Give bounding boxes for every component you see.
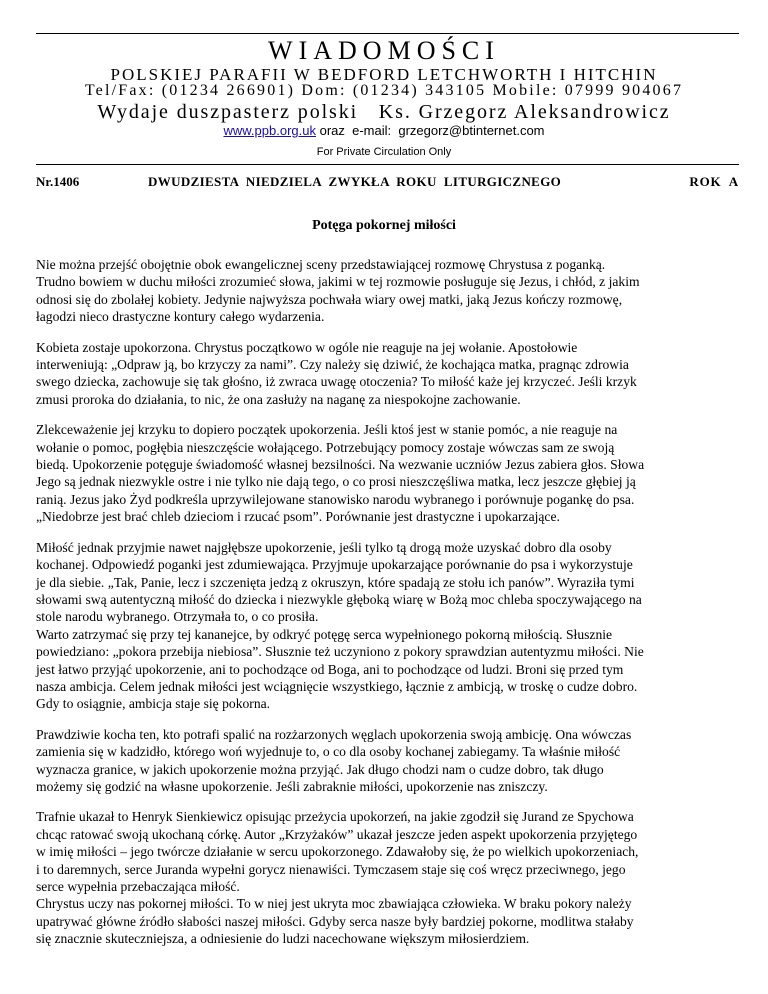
email-text: oraz e-mail: grzegorz@btinternet.com xyxy=(319,123,545,138)
article-paragraph: Prawdziwie kocha ten, kto potrafi spalić na rozżarzonych węglach upokorzenia swoją ambicję. Ona wówczas zamienia się w kadzidło, którego woń wyjednuje to, o co dla osoby kochanej zabiegamy. Ta właśnie miłość wyznacza granice, w jakich upokorzenie można przyjąć. Jak długo chodzi nam o cudze dobro, tak długo możemy się godzić na własne upokorzenie. Jeśli zabraknie miłości, upokorzenie nas zniszczy. xyxy=(36,726,632,794)
header-top-rule xyxy=(36,33,739,34)
liturgical-sunday: DWUDZIESTA NIEDZIELA ZWYKŁA ROKU LITURGICZNEGO xyxy=(148,174,562,189)
article-paragraph: Miłość jednak przyjmie nawet najgłębsze upokorzenie, jeśli tylko tą drogą może uzyskać dobro dla osoby kochanej. Odpowiedź poganki jest zdumiewająca. Przyjmuje upokarzające porównanie do psa i wykorzystuje je dla siebie. „Tak, Panie, lecz i szczenięta jedzą z okruszyn, które spadają ze stołu ich panów”. Wyraziła tymi słowami swą autentyczną miłość do dziecka i niezwykle głęboką wiarę w Bożą moc chleba spoczywającego na stole narodu wybranego. Otrzymała to, o co prosiła. xyxy=(36,539,642,625)
article-paragraph: Trafnie ukazał to Henryk Sienkiewicz opisując przeżycia upokorzeń, na jakie zgodził się Jurand ze Spychowa chcąc ratować swoją ukochaną córkę. Autor „Krzyżaków” ukazał jeszcze jeden aspekt upokorzenia przyjętego w imię miłości – jego twórcze działanie w sercu upokorzonego. Zdawałoby się, że po wielkich upokorzeniach, i to daremnych, serce Juranda wypełni gorycz nienawiści. Tymczasem staje się coś wręcz przeciwnego, jego serce wypełnia przebaczająca miłość. xyxy=(36,809,639,894)
phone-numbers: Tel/Fax: (01234 266901) Dom: (01234) 343105 Mobile: 07999 904067 xyxy=(84,82,684,99)
article-paragraph: Warto zatrzymać się przy tej kananejce, by odkryć potęgę serca wypełnionego pokorną miłością. Słusznie powiedziano: „pokora przebija niebiosa”. Słusznie też uczyniono z pokory sprawdzian autentyzmu miłości. Nie jest łatwo przyjąć upokorzenie, ani to pochodzące od Boga, ani to pochodzące od ludzi. Broni się przed tym nasza ambicja. Celem jednak miłości jest wciągnięcie wszystkiego, łącznie z ambicją, w troskę o cudze dobro. Gdy to osiągnie, ambicja staje się pokorna. xyxy=(36,626,644,712)
header-bottom-rule xyxy=(36,164,739,165)
article-title: Potęga pokornej miłości xyxy=(312,218,456,233)
article-body xyxy=(36,256,740,961)
parish-name: POLSKIEJ PARAFII W BEDFORD LETCHWORTH I HITCHIN xyxy=(110,65,658,84)
circulation-note: For Private Circulation Only xyxy=(316,146,452,158)
website-link[interactable]: www.ppb.org.uk xyxy=(223,123,316,138)
liturgical-year: ROK A xyxy=(689,174,739,189)
contact-line xyxy=(0,123,768,138)
article-paragraph: Kobieta zostaje upokorzona. Chrystus początkowo w ogóle nie reaguje na jej wołanie. Apostołowie interweniują: „Odpraw ją, bo krzyczy za nami”. Czy należy się dziwić, że kochająca matka, pragnąc zdrowia swego dziecka, zachowuje się tak głośno, iż zwraca uwagę otoczenia? To miłość każe jej krzyczeć. Jeśli krzyk zmusi proroka do działania, to nic, że ona zasłuży na naganę za niespokojne zachowanie. xyxy=(36,339,637,407)
newsletter-title: WIADOMOŚCI xyxy=(268,36,500,65)
issue-number: Nr.1406 xyxy=(36,174,80,189)
article-paragraph: Chrystus uczy nas pokornej miłości. To w niej jest ukryta moc zbawiająca człowieka. W braku pokory należy upatrywać główne źródło słabości naszej miłości. Gdyby serca nasze były bardziej pokorne, modlitwa stałaby się znacznie skuteczniejsza, a odniesienie do ludzi nacechowane większym miłosierdziem. xyxy=(36,896,634,947)
article-paragraph: Nie można przejść obojętnie obok ewangelicznej sceny przedstawiającej rozmowę Chrystusa z poganką. Trudno bowiem w duchu miłości zrozumieć słowa, jakimi w tej rozmowie posługuje się Jezus, i chłód, z jakim odnosi się do zbolałej kobiety. Jedynie najwyższa pochwała wiary owej matki, jaką Jezus kończy rozmowę, łagodzi nieco drastyczne kontury całego wydarzenia. xyxy=(36,257,640,325)
publisher-line: Wydaje duszpasterz polski Ks. Grzegorz Aleksandrowicz xyxy=(97,101,671,123)
article-paragraph: Zlekceważenie jej krzyku to dopiero początek upokorzenia. Jeśli ktoś jest w stanie pomóc, a nie reaguje na wołanie o pomoc, pogłębia nieszczęście wołającego. Potrzebujący pomocy zostaje wówczas sam ze swoją biedą. Upokorzenie potęguje świadomość własnej bezsilności. Na wezwanie uczniów Jezus zabiera głos. Słowa Jego są jednak niezwykle ostre i nie tylko nie dają tego, o co prosi nieszczęśliwa matka, lecz jeszcze głębiej ją ranią. Jezus jako Żyd podkreśla uprzywilejowane stanowisko narodu wybranego i porównuje pogankę do psa. „Niedobrze jest brać chleb dzieciom i rzucać psom”. Porównanie jest drastyczne i upokarzające. xyxy=(36,422,645,525)
